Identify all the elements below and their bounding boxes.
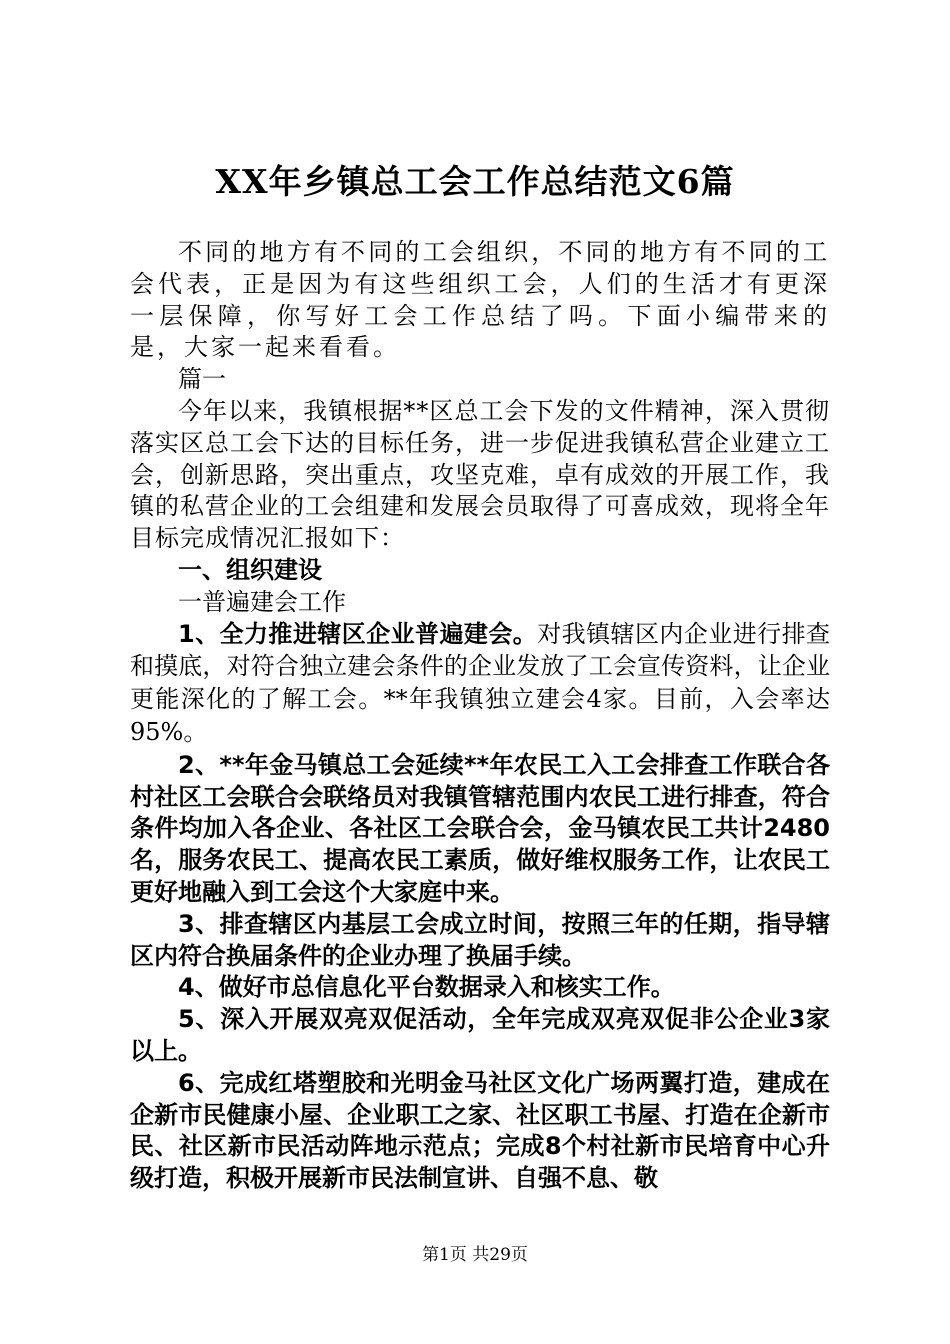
item-3-paragraph: 3、排查辖区内基层工会成立时间，按照三年的任期，指导辖区内符合换届条件的企业办理了换届手续。 xyxy=(130,909,830,970)
item-1-paragraph xyxy=(130,619,830,750)
item-2-paragraph: 2、**年金马镇总工会延续**年农民工入工会排查工作联合各村社区工会联合会联络员对我镇管辖范围内农民工进行排查，符合条件均加入各企业、各社区工会联合会，金马镇农民工共计2480名，服务农民工、提高农民工素质，做好维权服务工作，让农民工更好地融入到工会这个大家庭中来。 xyxy=(130,750,830,906)
section-label-pian-yi: 篇一 xyxy=(178,365,226,394)
item-1-text: 对我镇辖区内企业进行排查和摸底，对符合独立建会条件的企业发放了工会宣传资料，让企业更能深化的了解工会。**年我镇独立建会4家。目前，入会率达95%。 xyxy=(130,619,830,746)
item-6-paragraph: 6、完成红塔塑胶和光明金马社区文化广场两翼打造，建成在企新市民健康小屋、企业职工之家、社区职工书屋、打造在企新市民、社区新市民活动阵地示范点；完成8个村社新市民培育中心升级打造，积极开展新市民法制宣讲、自强不息、敬 xyxy=(130,1068,830,1193)
opening-paragraph: 今年以来，我镇根据**区总工会下发的文件精神，深入贯彻落实区总工会下达的目标任务，进一步促进我镇私营企业建立工会，创新思路，突出重点，攻坚克难，卓有成效的开展工作，我镇的私营企业的工会组建和发展会员取得了可喜成效，现将全年目标完成情况汇报如下： xyxy=(130,396,830,553)
item-5-paragraph: 5、深入开展双亮双促活动，全年完成双亮双促非公企业3家以上。 xyxy=(130,1005,830,1065)
page-footer: 第1页 共29页 xyxy=(422,1245,528,1265)
subheading-general-union: 一普遍建会工作 xyxy=(178,587,346,616)
item-1-lead: 1、全力推进辖区企业普遍建会。 xyxy=(178,619,538,648)
heading-organization: 一、组织建设 xyxy=(178,555,322,584)
item-4-paragraph: 4、做好市总信息化平台数据录入和核实工作。 xyxy=(178,973,675,1002)
document-title: XX年乡镇总工会工作总结范文6篇 xyxy=(215,162,735,201)
document-body xyxy=(130,237,830,1195)
intro-paragraph: 不同的地方有不同的工会组织，不同的地方有不同的工会代表，正是因为有这些组织工会，人们的生活才有更深一层保障，你写好工会工作总结了吗。下面小编带来的是，大家一起来看看。 xyxy=(130,238,830,362)
